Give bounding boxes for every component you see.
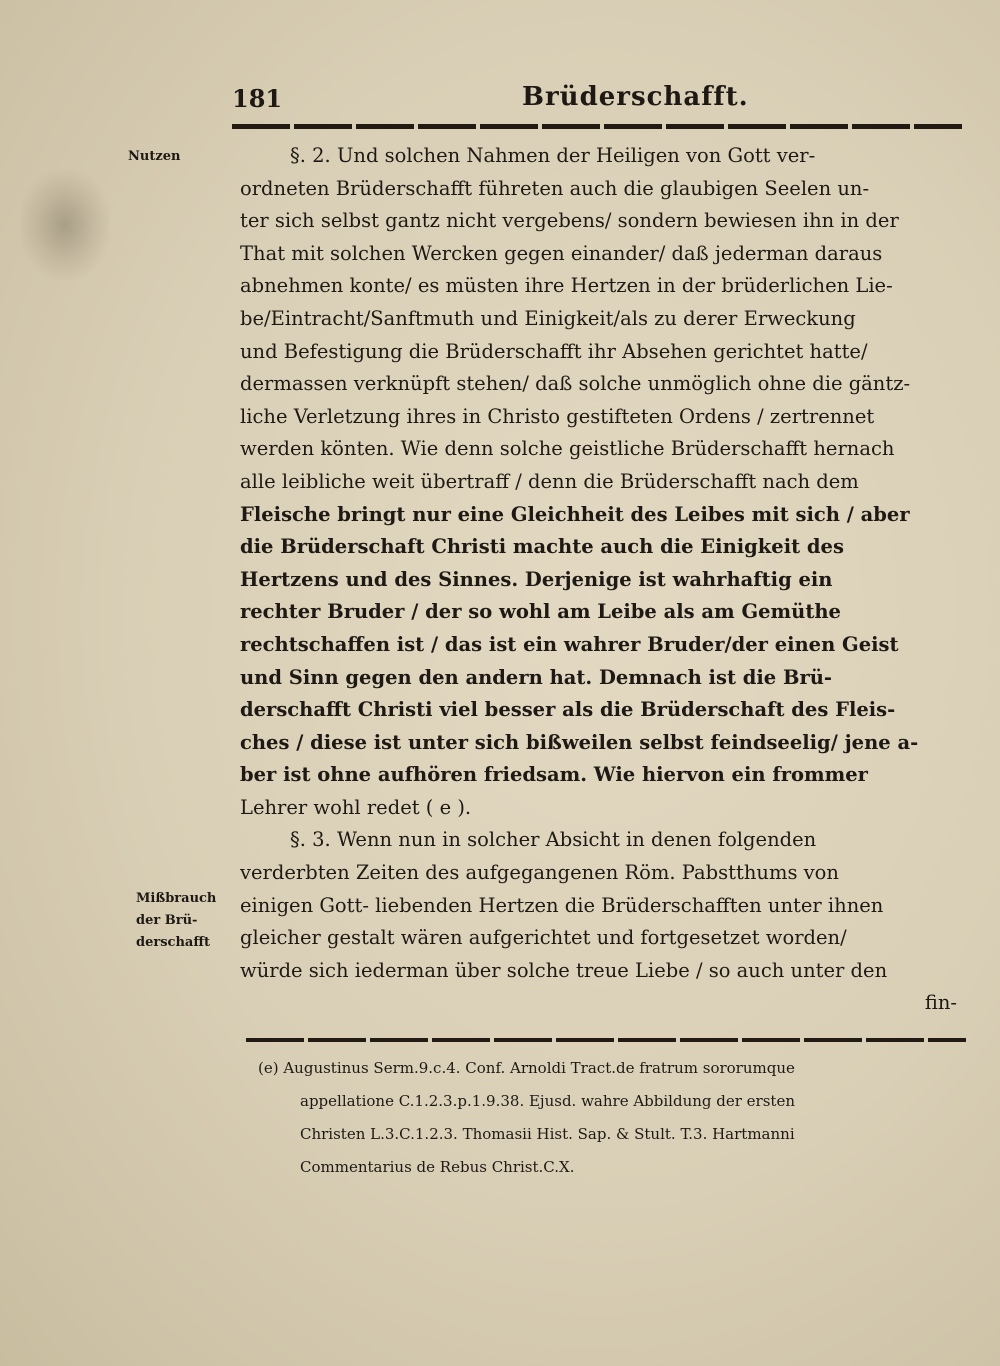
footnote-line: appellatione C.1.2.3.p.1.9.38. Ejusd. wahre Abbildung der ersten bbox=[300, 1092, 795, 1110]
page-header bbox=[232, 78, 962, 118]
paper-stain bbox=[20, 170, 110, 280]
body-line: ches / diese ist unter sich bißweilen selbst feindseelig/ jene a- bbox=[240, 730, 919, 754]
body-line: verderbten Zeiten des aufgegangenen Röm. Pabstthums von bbox=[240, 861, 839, 885]
body-line: rechter Bruder / der so wohl am Leibe als am Gemüthe bbox=[240, 600, 841, 624]
body-line: Hertzens und des Sinnes. Derjenige ist wahrhaftig ein bbox=[240, 567, 833, 591]
body-line: einigen Gott- liebenden Hertzen die Brüderschafften unter ihnen bbox=[240, 893, 884, 917]
body-line: Lehrer wohl redet ( e ). bbox=[240, 795, 472, 819]
body-line: und Befestigung die Brüderschafft ihr Absehen gerichtet hatte/ bbox=[240, 339, 868, 363]
footnote-line: Christen L.3.C.1.2.3. Thomasii Hist. Sap. & Stult. T.3. Hartmanni bbox=[300, 1125, 795, 1143]
body-line: gleicher gestalt wären aufgerichtet und fortgesetzet worden/ bbox=[240, 926, 847, 950]
running-title: Brüderschafft. bbox=[522, 82, 749, 112]
body-line: die Brüderschaft Christi machte auch die Einigkeit des bbox=[240, 535, 844, 559]
body-line: derschafft Christi viel besser als die Brüderschaft des Fleis- bbox=[240, 698, 896, 722]
body-line: alle leibliche weit übertraff / denn die Brüderschafft nach dem bbox=[240, 469, 859, 493]
body-line: würde sich iederman über solche treue Liebe / so auch unter den bbox=[240, 958, 888, 982]
body-line: und Sinn gegen den andern hat. Demnach ist die Brü- bbox=[240, 665, 833, 689]
body-line: rechtschaffen ist / das ist ein wahrer Bruder/der einen Geist bbox=[240, 632, 899, 656]
body-line: dermassen verknüpft stehen/ daß solche unmöglich ohne die gäntz- bbox=[240, 372, 911, 396]
body-line: ter sich selbst gantz nicht vergebens/ sondern bewiesen ihn in der bbox=[240, 209, 899, 233]
body-line: werden könten. Wie denn solche geistliche Brüderschafft hernach bbox=[240, 437, 895, 461]
footnote-rule bbox=[246, 1038, 966, 1042]
body-line: be/Eintracht/Sanftmuth und Einigkeit/als zu derer Erweckung bbox=[240, 306, 856, 330]
margin-note-missbrauch: Mißbrauch der Brü-derschafft bbox=[136, 891, 217, 950]
header-rule bbox=[232, 124, 962, 129]
body-line: abnehmen konte/ es müsten ihre Hertzen in der brüderlichen Lie- bbox=[240, 274, 893, 298]
body-line: liche Verletzung ihres in Christo gestifteten Ordens / zertrennet bbox=[240, 404, 875, 428]
footnote-line: (e) Augustinus Serm.9.c.4. Conf. Arnoldi Tract.de fratrum sororumque bbox=[258, 1059, 795, 1077]
catchword: fin- bbox=[924, 991, 957, 1015]
body-line: ber ist ohne aufhören friedsam. Wie hiervon ein frommer bbox=[240, 763, 868, 787]
body-line: ordneten Brüderschafft führeten auch die glaubigen Seelen un- bbox=[240, 176, 870, 200]
body-line: §. 3. Wenn nun in solcher Absicht in denen folgenden bbox=[290, 828, 817, 852]
body-line: That mit solchen Wercken gegen einander/ daß jederman daraus bbox=[240, 241, 883, 265]
page-number: 181 bbox=[232, 84, 283, 113]
footnote-line: Commentarius de Rebus Christ.C.X. bbox=[300, 1158, 575, 1176]
margin-note-nutzen: Nutzen bbox=[128, 149, 181, 164]
body-text bbox=[240, 140, 965, 1020]
footnotes bbox=[258, 1052, 973, 1184]
body-line: §. 2. Und solchen Nahmen der Heiligen von Gott ver- bbox=[290, 144, 816, 167]
body-line: Fleische bringt nur eine Gleichheit des Leibes mit sich / aber bbox=[240, 502, 910, 526]
